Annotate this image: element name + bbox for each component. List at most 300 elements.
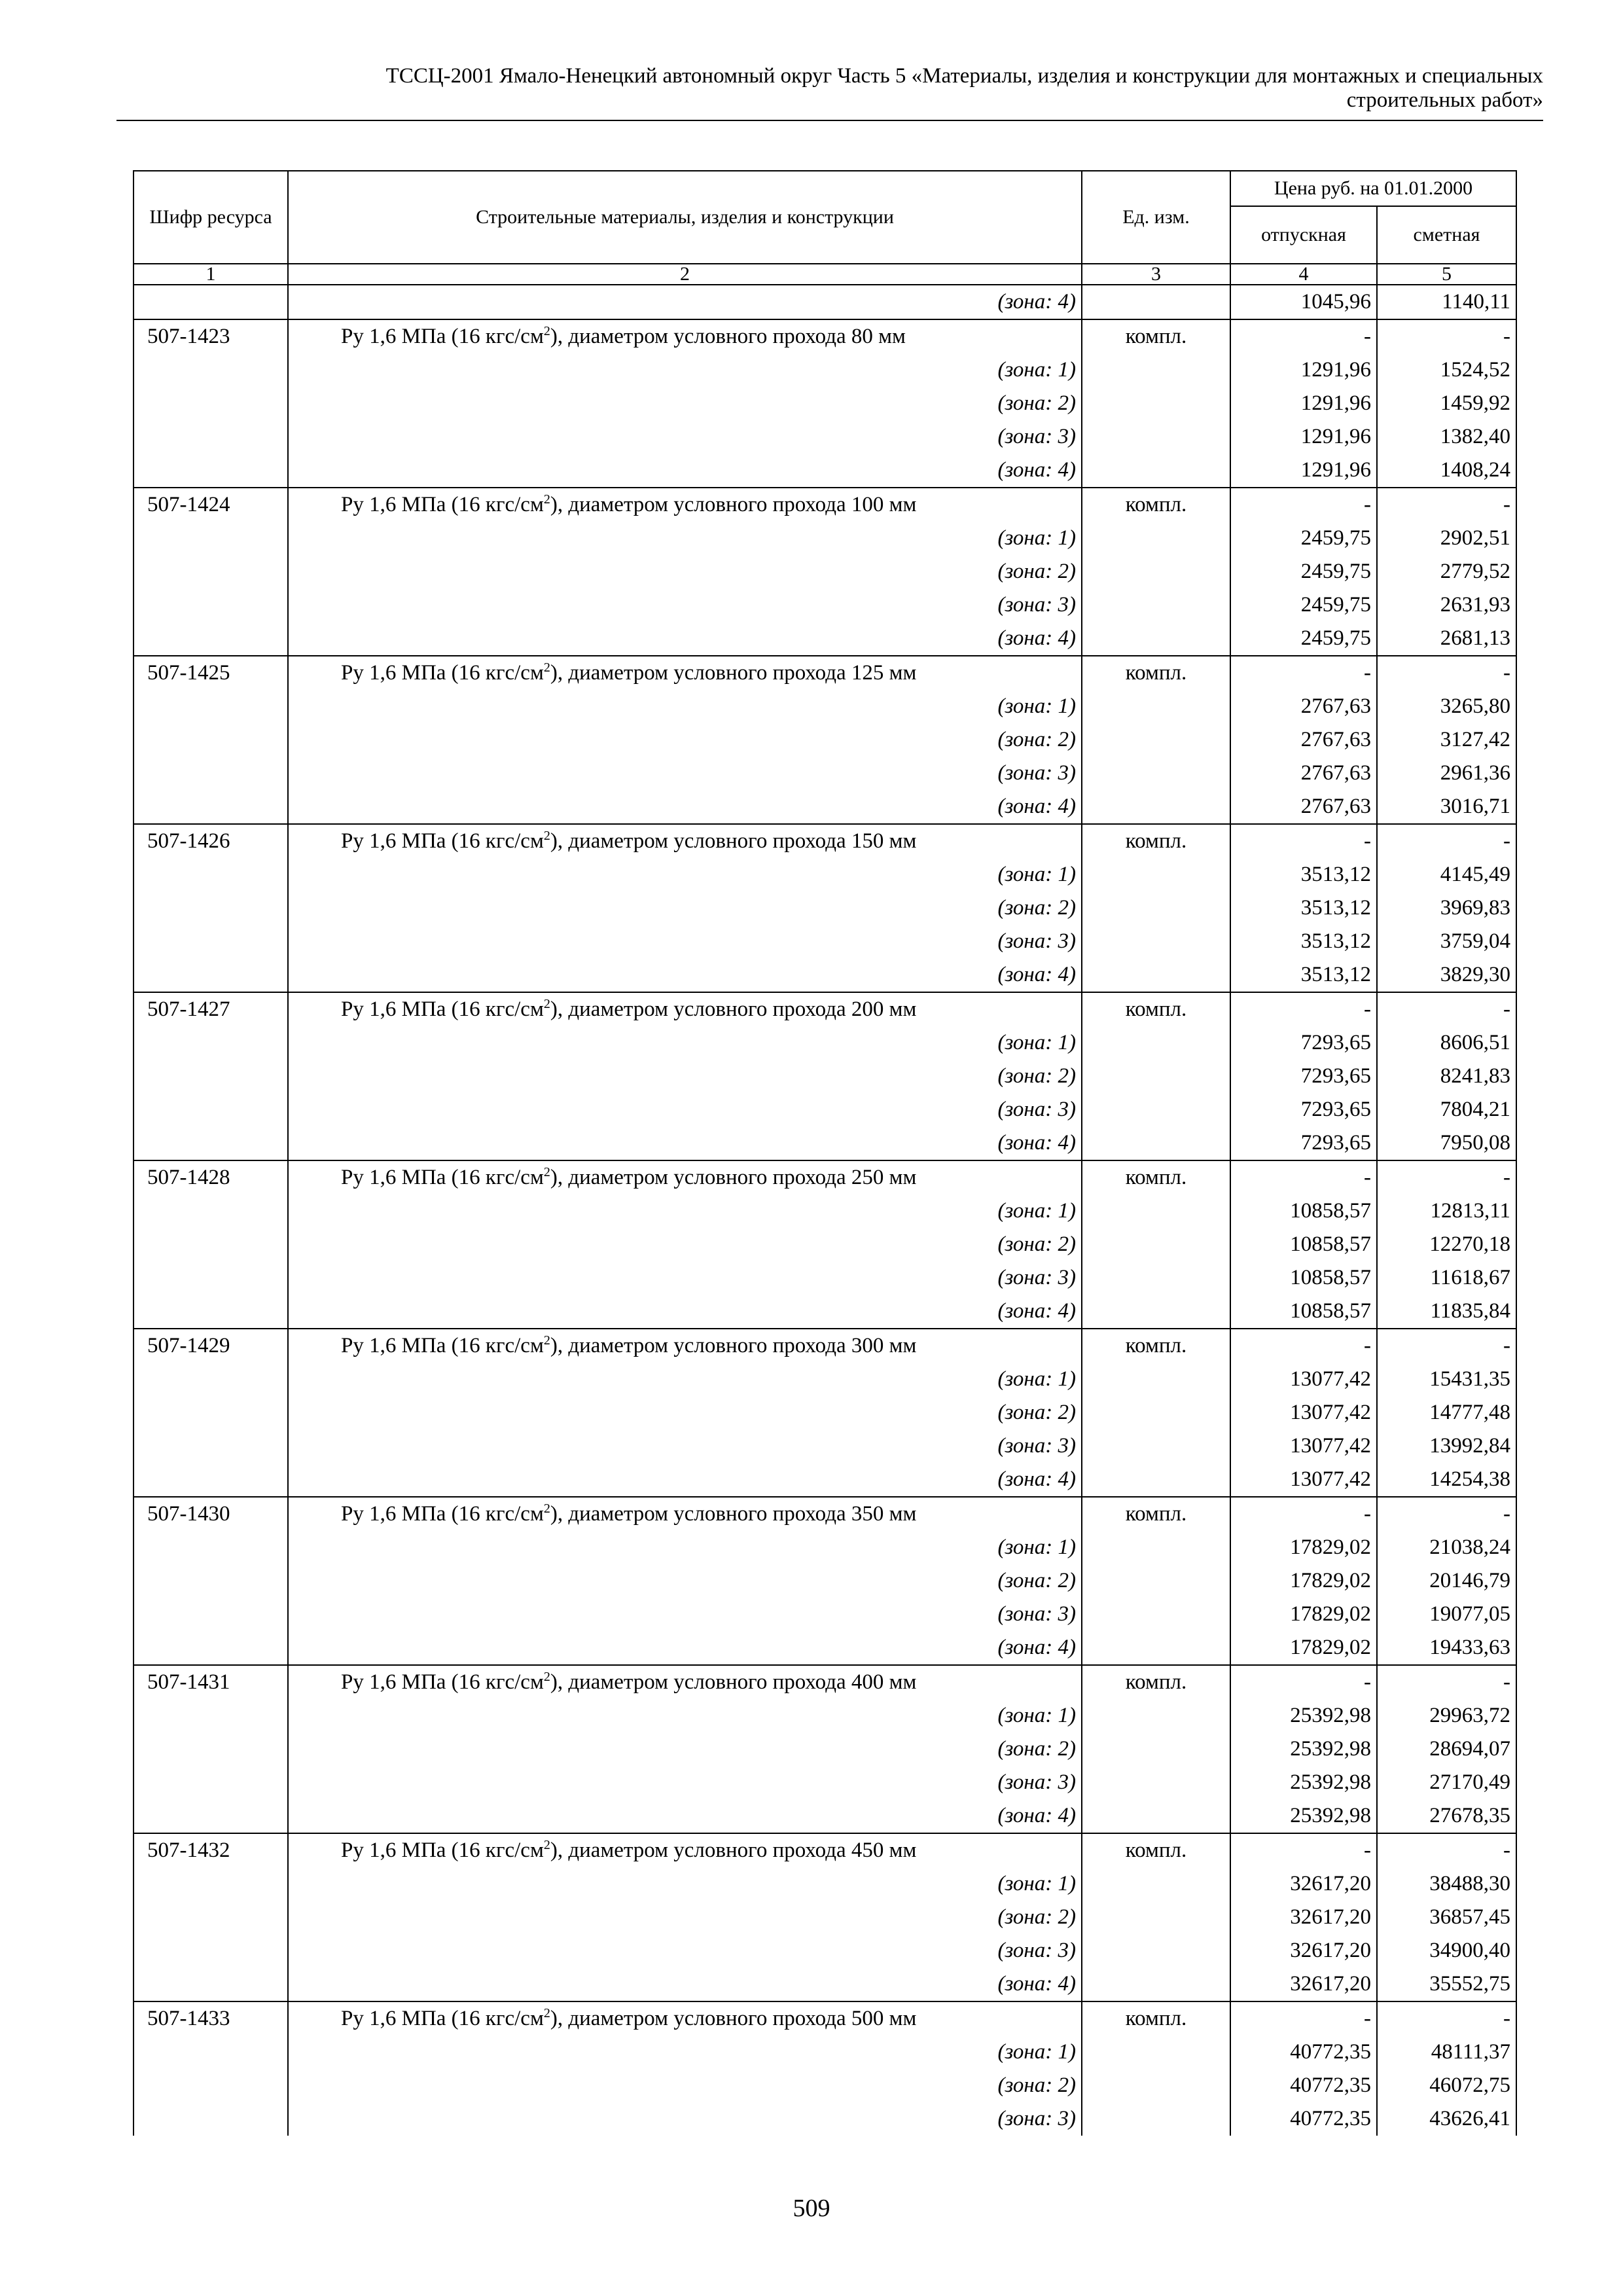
release-price: 10858,57 <box>1230 1228 1377 1261</box>
zone-label: (зона: 3) <box>288 1093 1082 1126</box>
zone-label: (зона: 1) <box>288 1867 1082 1901</box>
estimate-price: - <box>1377 1833 1516 1867</box>
zone-row <box>134 522 1516 555</box>
resource-name <box>288 488 1082 522</box>
estimate-price: 8606,51 <box>1377 1026 1516 1060</box>
estimate-price: 35552,75 <box>1377 1967 1516 2001</box>
resource-group <box>134 656 1516 824</box>
resource-name <box>288 824 1082 858</box>
zone-label: (зона: 1) <box>288 1699 1082 1732</box>
zone-label: (зона: 2) <box>288 1732 1082 1766</box>
unit-cell <box>1082 1631 1230 1665</box>
resource-name-text: Ру 1,6 МПа (16 кгс/см <box>341 1839 544 1862</box>
resource-code: 507-1428 <box>134 1160 288 1194</box>
unit-cell <box>1082 622 1230 656</box>
zone-label: (зона: 1) <box>288 1531 1082 1564</box>
zone-row <box>134 1093 1516 1126</box>
estimate-price: - <box>1377 2001 1516 2036</box>
release-price: 10858,57 <box>1230 1261 1377 1295</box>
estimate-price: 3127,42 <box>1377 723 1516 757</box>
zone-row <box>134 1026 1516 1060</box>
release-price: 25392,98 <box>1230 1699 1377 1732</box>
resource-name-text: Ру 1,6 МПа (16 кгс/см <box>341 325 544 348</box>
release-price: 17829,02 <box>1230 1531 1377 1564</box>
code-cell <box>134 1060 288 1093</box>
zone-row <box>134 588 1516 622</box>
zone-label: (зона: 2) <box>288 723 1082 757</box>
resource-group <box>134 1665 1516 1833</box>
release-price: - <box>1230 1329 1377 1363</box>
code-cell <box>134 588 288 622</box>
release-price: 2459,75 <box>1230 622 1377 656</box>
resource-row <box>134 656 1516 690</box>
resource-name-suffix: ), диаметром условного прохода 80 мм <box>550 325 906 348</box>
unit-of-measure: компл. <box>1082 319 1230 353</box>
code-cell <box>134 285 288 319</box>
zone-row <box>134 1564 1516 1598</box>
code-cell <box>134 925 288 958</box>
zone-label: (зона: 4) <box>288 1631 1082 1665</box>
unit-exponent: 2 <box>543 1670 550 1684</box>
zone-label: (зона: 1) <box>288 690 1082 723</box>
code-cell <box>134 522 288 555</box>
code-cell <box>134 622 288 656</box>
zone-label: (зона: 4) <box>288 1463 1082 1497</box>
release-price: 2459,75 <box>1230 522 1377 555</box>
estimate-price: 14254,38 <box>1377 1463 1516 1497</box>
estimate-price: 20146,79 <box>1377 1564 1516 1598</box>
unit-of-measure: компл. <box>1082 656 1230 690</box>
zone-label: (зона: 3) <box>288 1934 1082 1967</box>
estimate-price: 29963,72 <box>1377 1699 1516 1732</box>
zone-label: (зона: 1) <box>288 353 1082 387</box>
unit-cell <box>1082 1732 1230 1766</box>
release-price: 13077,42 <box>1230 1463 1377 1497</box>
release-price: 3513,12 <box>1230 891 1377 925</box>
resource-name <box>288 1160 1082 1194</box>
column-number: 3 <box>1082 264 1230 285</box>
release-price: 1291,96 <box>1230 420 1377 454</box>
unit-cell <box>1082 1799 1230 1833</box>
estimate-price: 15431,35 <box>1377 1363 1516 1396</box>
code-cell <box>134 1295 288 1329</box>
estimate-price: 14777,48 <box>1377 1396 1516 1429</box>
resource-row <box>134 2001 1516 2036</box>
release-price: 17829,02 <box>1230 1631 1377 1665</box>
resource-name-suffix: ), диаметром условного прохода 450 мм <box>550 1839 917 1862</box>
resource-code: 507-1431 <box>134 1665 288 1699</box>
estimate-price: 21038,24 <box>1377 1531 1516 1564</box>
release-price: 17829,02 <box>1230 1598 1377 1631</box>
unit-cell <box>1082 891 1230 925</box>
resource-row <box>134 1665 1516 1699</box>
release-price: 25392,98 <box>1230 1766 1377 1799</box>
unit-cell <box>1082 285 1230 319</box>
zone-row <box>134 958 1516 992</box>
code-cell <box>134 1631 288 1665</box>
release-price: 1291,96 <box>1230 454 1377 488</box>
zone-label: (зона: 3) <box>288 420 1082 454</box>
release-price: 2459,75 <box>1230 555 1377 588</box>
estimate-price: 11835,84 <box>1377 1295 1516 1329</box>
unit-cell <box>1082 420 1230 454</box>
resource-code: 507-1423 <box>134 319 288 353</box>
estimate-price: - <box>1377 319 1516 353</box>
resource-group <box>134 488 1516 656</box>
zone-label: (зона: 1) <box>288 1363 1082 1396</box>
code-cell <box>134 1228 288 1261</box>
zone-row <box>134 555 1516 588</box>
zone-row <box>134 891 1516 925</box>
estimate-price: 27678,35 <box>1377 1799 1516 1833</box>
zone-row <box>134 1126 1516 1160</box>
resource-name-text: Ру 1,6 МПа (16 кгс/см <box>341 661 544 685</box>
zone-label: (зона: 2) <box>288 1396 1082 1429</box>
zone-row <box>134 1967 1516 2001</box>
zone-label: (зона: 3) <box>288 1429 1082 1463</box>
code-cell <box>134 723 288 757</box>
unit-cell <box>1082 790 1230 824</box>
resource-code: 507-1432 <box>134 1833 288 1867</box>
resource-row <box>134 1497 1516 1531</box>
column-number: 5 <box>1377 264 1516 285</box>
release-price: 25392,98 <box>1230 1799 1377 1833</box>
unit-cell <box>1082 723 1230 757</box>
release-price: - <box>1230 1833 1377 1867</box>
resource-name <box>288 2001 1082 2036</box>
price-table <box>133 170 1517 2136</box>
unit-cell <box>1082 353 1230 387</box>
unit-cell <box>1082 690 1230 723</box>
resource-name-suffix: ), диаметром условного прохода 400 мм <box>550 1670 917 1694</box>
code-cell <box>134 1194 288 1228</box>
estimate-price: 2681,13 <box>1377 622 1516 656</box>
code-cell <box>134 891 288 925</box>
estimate-price: 11618,67 <box>1377 1261 1516 1295</box>
release-price: 1291,96 <box>1230 353 1377 387</box>
zone-label: (зона: 2) <box>288 1060 1082 1093</box>
resource-code: 507-1429 <box>134 1329 288 1363</box>
unit-cell <box>1082 2102 1230 2136</box>
zone-label: (зона: 1) <box>288 858 1082 891</box>
zone-label: (зона: 4) <box>288 1126 1082 1160</box>
unit-cell <box>1082 1363 1230 1396</box>
code-cell <box>134 858 288 891</box>
code-cell <box>134 958 288 992</box>
unit-of-measure: компл. <box>1082 488 1230 522</box>
code-cell <box>134 1799 288 1833</box>
unit-cell <box>1082 1531 1230 1564</box>
unit-cell <box>1082 858 1230 891</box>
unit-cell <box>1082 555 1230 588</box>
code-cell <box>134 1967 288 2001</box>
code-cell <box>134 1564 288 1598</box>
estimate-price: 7804,21 <box>1377 1093 1516 1126</box>
release-price: - <box>1230 992 1377 1026</box>
release-price: 7293,65 <box>1230 1026 1377 1060</box>
zone-row <box>134 1531 1516 1564</box>
zone-label: (зона: 2) <box>288 555 1082 588</box>
zone-row <box>134 858 1516 891</box>
unit-cell <box>1082 1060 1230 1093</box>
estimate-price: 3016,71 <box>1377 790 1516 824</box>
unit-cell <box>1082 2036 1230 2069</box>
release-price: - <box>1230 656 1377 690</box>
release-price: 32617,20 <box>1230 1867 1377 1901</box>
unit-exponent: 2 <box>543 829 550 843</box>
unit-of-measure: компл. <box>1082 2001 1230 2036</box>
resource-row <box>134 488 1516 522</box>
header-title-line-2: строительных работ» <box>1346 88 1543 112</box>
zone-label: (зона: 2) <box>288 387 1082 420</box>
resource-name-suffix: ), диаметром условного прохода 100 мм <box>550 493 917 516</box>
unit-exponent: 2 <box>543 2006 550 2020</box>
unit-cell <box>1082 1026 1230 1060</box>
zone-label: (зона: 1) <box>288 1194 1082 1228</box>
estimate-price: 1408,24 <box>1377 454 1516 488</box>
release-price: 40772,35 <box>1230 2069 1377 2102</box>
unit-exponent: 2 <box>543 660 550 675</box>
zone-label: (зона: 3) <box>288 1598 1082 1631</box>
estimate-price: 2779,52 <box>1377 555 1516 588</box>
unit-cell <box>1082 1934 1230 1967</box>
estimate-price: 2902,51 <box>1377 522 1516 555</box>
resource-name-suffix: ), диаметром условного прохода 350 мм <box>550 1502 917 1526</box>
unit-of-measure: компл. <box>1082 1665 1230 1699</box>
col-name-header: Строительные материалы, изделия и конструкции <box>288 171 1082 264</box>
unit-cell <box>1082 1967 1230 2001</box>
code-cell <box>134 1396 288 1429</box>
zone-row <box>134 1934 1516 1967</box>
zone-label: (зона: 4) <box>288 790 1082 824</box>
code-cell <box>134 1732 288 1766</box>
resource-group <box>134 1160 1516 1329</box>
resource-name-text: Ру 1,6 МПа (16 кгс/см <box>341 1334 544 1357</box>
release-price: 3513,12 <box>1230 858 1377 891</box>
release-price: 3513,12 <box>1230 958 1377 992</box>
unit-cell <box>1082 925 1230 958</box>
release-price: 7293,65 <box>1230 1060 1377 1093</box>
resource-name <box>288 656 1082 690</box>
resource-name <box>288 1833 1082 1867</box>
code-cell <box>134 1766 288 1799</box>
unit-cell <box>1082 958 1230 992</box>
zone-label: (зона: 4) <box>288 1967 1082 2001</box>
release-price: 10858,57 <box>1230 1295 1377 1329</box>
unit-of-measure: компл. <box>1082 1329 1230 1363</box>
header-rule <box>116 120 1543 121</box>
resource-name <box>288 1497 1082 1531</box>
code-cell <box>134 1867 288 1901</box>
resource-code: 507-1433 <box>134 2001 288 2036</box>
zone-label: (зона: 2) <box>288 1228 1082 1261</box>
estimate-price: 8241,83 <box>1377 1060 1516 1093</box>
unit-cell <box>1082 1429 1230 1463</box>
col-release-header: отпускная <box>1230 206 1377 264</box>
release-price: 32617,20 <box>1230 1901 1377 1934</box>
code-cell <box>134 1261 288 1295</box>
resource-code: 507-1424 <box>134 488 288 522</box>
code-cell <box>134 690 288 723</box>
zone-label: (зона: 4) <box>288 285 1082 319</box>
resource-name-suffix: ), диаметром условного прохода 150 мм <box>550 829 917 853</box>
estimate-price: 19433,63 <box>1377 1631 1516 1665</box>
release-price: 1291,96 <box>1230 387 1377 420</box>
unit-exponent: 2 <box>543 1838 550 1852</box>
code-cell <box>134 1363 288 1396</box>
estimate-price: 28694,07 <box>1377 1732 1516 1766</box>
code-cell <box>134 1598 288 1631</box>
resource-name-suffix: ), диаметром условного прохода 125 мм <box>550 661 917 685</box>
zone-row <box>134 2036 1516 2069</box>
code-cell <box>134 1126 288 1160</box>
unit-of-measure: компл. <box>1082 1833 1230 1867</box>
estimate-price: - <box>1377 824 1516 858</box>
unit-cell <box>1082 1126 1230 1160</box>
price-table-header <box>134 171 1516 285</box>
unit-exponent: 2 <box>543 1333 550 1348</box>
unit-cell <box>1082 1699 1230 1732</box>
col-code-header: Шифр ресурса <box>134 171 288 264</box>
zone-label: (зона: 4) <box>288 958 1082 992</box>
zone-row <box>134 1429 1516 1463</box>
estimate-price: - <box>1377 1160 1516 1194</box>
release-price: 2767,63 <box>1230 690 1377 723</box>
estimate-price: - <box>1377 992 1516 1026</box>
zone-row <box>134 285 1516 319</box>
resource-group <box>134 1833 1516 2001</box>
code-cell <box>134 1463 288 1497</box>
release-price: 7293,65 <box>1230 1126 1377 1160</box>
unit-of-measure: компл. <box>1082 824 1230 858</box>
zone-label: (зона: 1) <box>288 522 1082 555</box>
zone-row <box>134 1732 1516 1766</box>
code-cell <box>134 2069 288 2102</box>
resource-name-suffix: ), диаметром условного прохода 500 мм <box>550 2007 917 2030</box>
column-number: 4 <box>1230 264 1377 285</box>
release-price: - <box>1230 2001 1377 2036</box>
unit-cell <box>1082 1261 1230 1295</box>
estimate-price: 38488,30 <box>1377 1867 1516 1901</box>
resource-name <box>288 992 1082 1026</box>
zone-label: (зона: 4) <box>288 1295 1082 1329</box>
release-price: - <box>1230 1160 1377 1194</box>
release-price: 1045,96 <box>1230 285 1377 319</box>
zone-row <box>134 1396 1516 1429</box>
zone-row <box>134 1228 1516 1261</box>
estimate-price: 3829,30 <box>1377 958 1516 992</box>
code-cell <box>134 1699 288 1732</box>
zone-label: (зона: 2) <box>288 891 1082 925</box>
resource-name-suffix: ), диаметром условного прохода 300 мм <box>550 1334 917 1357</box>
zone-row <box>134 2102 1516 2136</box>
unit-cell <box>1082 1194 1230 1228</box>
release-price: 40772,35 <box>1230 2036 1377 2069</box>
estimate-price: 48111,37 <box>1377 2036 1516 2069</box>
code-cell <box>134 353 288 387</box>
zone-row <box>134 757 1516 790</box>
estimate-price: 12813,11 <box>1377 1194 1516 1228</box>
zone-label: (зона: 3) <box>288 925 1082 958</box>
code-cell <box>134 555 288 588</box>
zone-row <box>134 1799 1516 1833</box>
zone-label: (зона: 4) <box>288 622 1082 656</box>
estimate-price: 1459,92 <box>1377 387 1516 420</box>
release-price: 32617,20 <box>1230 1967 1377 2001</box>
unit-cell <box>1082 588 1230 622</box>
estimate-price: 34900,40 <box>1377 1934 1516 1967</box>
resource-group <box>134 2001 1516 2136</box>
unit-cell <box>1082 1867 1230 1901</box>
zone-row <box>134 1363 1516 1396</box>
unit-cell <box>1082 1766 1230 1799</box>
zone-row <box>134 723 1516 757</box>
code-cell <box>134 1429 288 1463</box>
unit-exponent: 2 <box>543 997 550 1011</box>
resource-row <box>134 319 1516 353</box>
estimate-price: 1382,40 <box>1377 420 1516 454</box>
estimate-price: 46072,75 <box>1377 2069 1516 2102</box>
zone-label: (зона: 2) <box>288 1564 1082 1598</box>
code-cell <box>134 1901 288 1934</box>
release-price: - <box>1230 488 1377 522</box>
zone-row <box>134 1901 1516 1934</box>
zone-row <box>134 1295 1516 1329</box>
resource-name-text: Ру 1,6 МПа (16 кгс/см <box>341 1166 544 1189</box>
resource-name <box>288 1665 1082 1699</box>
zone-row <box>134 454 1516 488</box>
estimate-price: - <box>1377 656 1516 690</box>
resource-name <box>288 1329 1082 1363</box>
estimate-price: 1524,52 <box>1377 353 1516 387</box>
zone-row <box>134 1194 1516 1228</box>
resource-name-text: Ру 1,6 МПа (16 кгс/см <box>341 2007 544 2030</box>
resource-name-suffix: ), диаметром условного прохода 200 мм <box>550 997 917 1021</box>
resource-name-text: Ру 1,6 МПа (16 кгс/см <box>341 493 544 516</box>
zone-row <box>134 1867 1516 1901</box>
code-cell <box>134 1093 288 1126</box>
unit-of-measure: компл. <box>1082 1160 1230 1194</box>
estimate-price: 12270,18 <box>1377 1228 1516 1261</box>
code-cell <box>134 757 288 790</box>
release-price: 2459,75 <box>1230 588 1377 622</box>
zone-row <box>134 1766 1516 1799</box>
unit-cell <box>1082 1093 1230 1126</box>
release-price: 2767,63 <box>1230 723 1377 757</box>
code-cell <box>134 454 288 488</box>
estimate-price: - <box>1377 1665 1516 1699</box>
zone-label: (зона: 3) <box>288 1261 1082 1295</box>
resource-row <box>134 992 1516 1026</box>
release-price: 13077,42 <box>1230 1396 1377 1429</box>
zone-row <box>134 353 1516 387</box>
release-price: 2767,63 <box>1230 757 1377 790</box>
resource-code: 507-1426 <box>134 824 288 858</box>
col-estimate-header: сметная <box>1377 206 1516 264</box>
zone-row <box>134 690 1516 723</box>
estimate-price: 4145,49 <box>1377 858 1516 891</box>
zone-row <box>134 790 1516 824</box>
unit-cell <box>1082 1396 1230 1429</box>
zone-label: (зона: 1) <box>288 2036 1082 2069</box>
zone-label: (зона: 3) <box>288 757 1082 790</box>
resource-row <box>134 824 1516 858</box>
zone-row <box>134 1261 1516 1295</box>
zone-label: (зона: 2) <box>288 2069 1082 2102</box>
resource-group <box>134 992 1516 1160</box>
zone-label: (зона: 3) <box>288 588 1082 622</box>
release-price: 40772,35 <box>1230 2102 1377 2136</box>
